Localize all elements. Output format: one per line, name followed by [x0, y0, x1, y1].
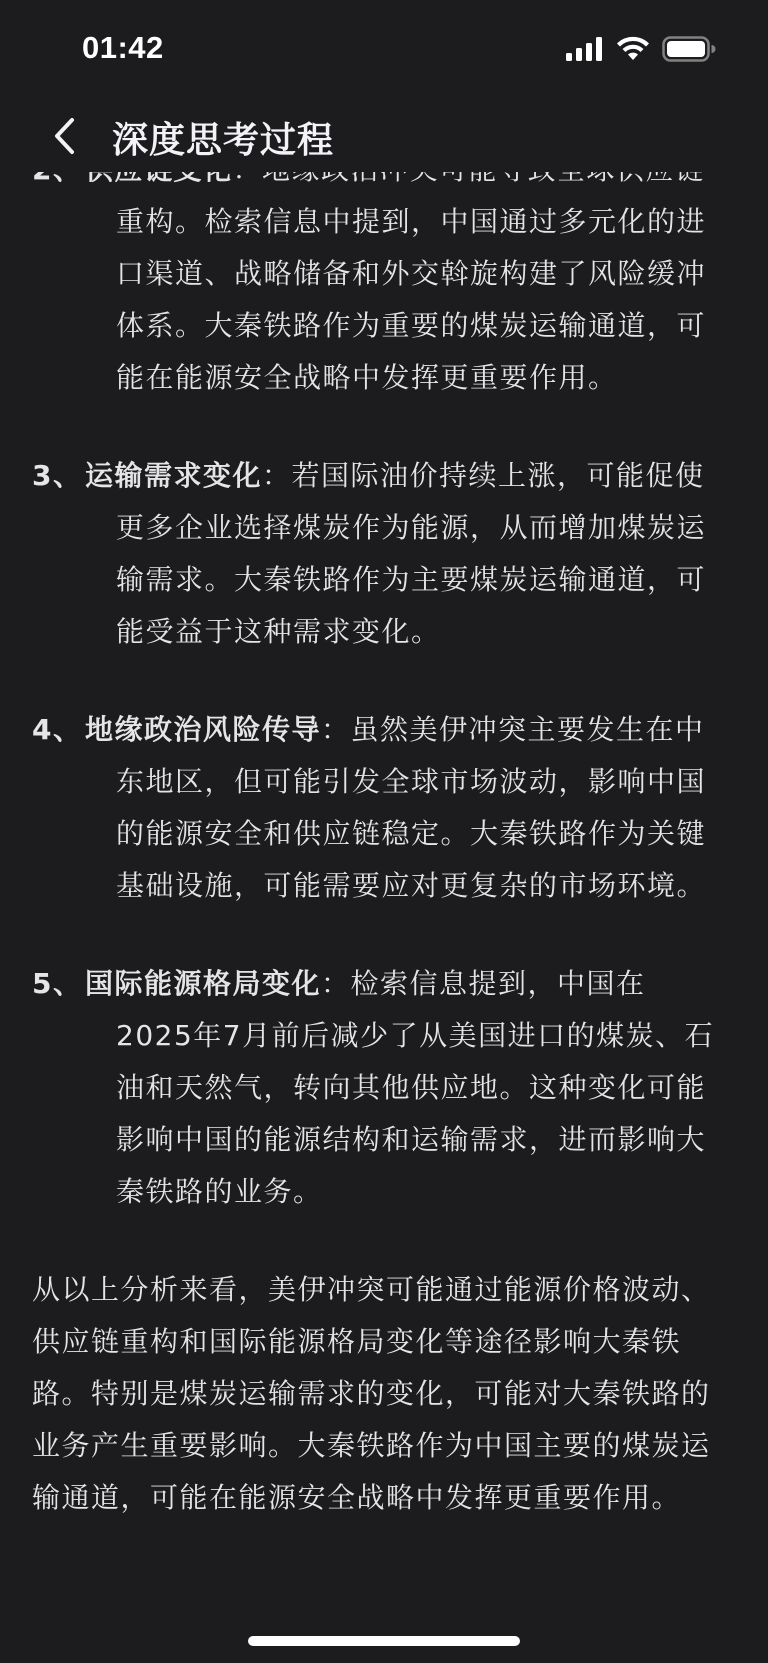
chevron-left-icon: [50, 116, 78, 156]
item-heading: 地缘政治风险传导: [85, 713, 322, 746]
page-title: 深度思考过程: [112, 120, 335, 161]
item-heading: 运输需求变化: [85, 459, 263, 492]
list-item: [0, 958, 768, 1218]
summary-paragraph: 从以上分析来看，美伊冲突可能通过能源价格波动、供应链重构和国际能源格局变化等途径影响大秦铁路。特别是煤炭运输需求的变化，可能对大秦铁路的业务产生重要影响。大秦铁路作为中国主要的煤炭运输通道，可能在能源安全战略中发挥更重要作用。: [32, 1273, 711, 1514]
item-number: 5、: [32, 967, 83, 1000]
status-icons: [566, 36, 716, 62]
home-indicator[interactable]: [248, 1636, 520, 1646]
item-number: 3、: [32, 459, 83, 492]
thinking-content[interactable]: [0, 172, 768, 1620]
scroll-container: [0, 144, 768, 1524]
wifi-icon: [616, 36, 650, 62]
status-time: 01:42: [82, 30, 164, 65]
battery-icon: [662, 36, 716, 62]
item-text: ：虽然美伊冲突主要发生在中东地区，但可能引发全球市场波动，影响中国的能源安全和供应链稳定。大秦铁路作为关键基础设施，可能需要应对更复杂的市场环境。: [116, 713, 707, 902]
list-item: [0, 144, 768, 404]
cellular-signal-icon: [566, 37, 604, 61]
back-button[interactable]: [36, 108, 92, 164]
item-heading: 国际能源格局变化: [85, 967, 322, 1000]
item-text: 重构。检索信息中提到，中国通过多元化的进口渠道、战略储备和外交斡旋构建了风险缓冲体系。大秦铁路作为重要的煤炭运输通道，可能在能源安全战略中发挥更重要作用。: [116, 205, 707, 394]
list-item: [0, 450, 768, 658]
status-bar: [0, 0, 768, 100]
nav-bar: [0, 100, 768, 172]
item-text: ：若国际油价持续上涨，可能促使更多企业选择煤炭作为能源，从而增加煤炭运输需求。大秦铁路作为主要煤炭运输通道，可能受益于这种需求变化。: [116, 459, 707, 648]
item-number: 4、: [32, 713, 83, 746]
item-text: ：检索信息提到，中国在2025年7月前后减少了从美国进口的煤炭、石油和天然气，转向其他供应地。这种变化可能影响中国的能源结构和运输需求，进而影响大秦铁路的业务。: [116, 967, 715, 1208]
list-item: [0, 704, 768, 912]
